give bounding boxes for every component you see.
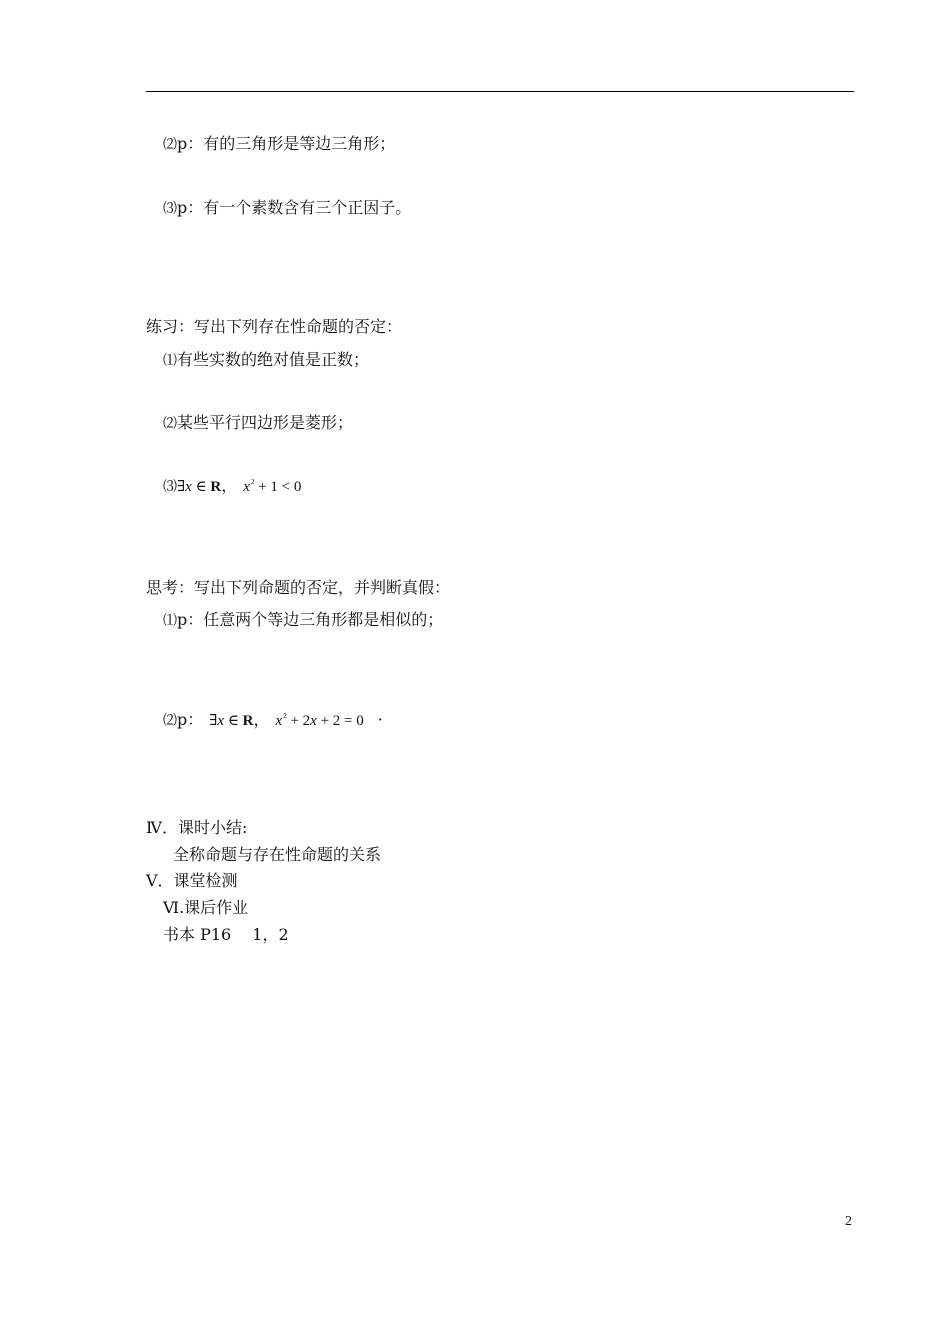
math-var: x	[310, 713, 317, 729]
section-5-heading: Ⅴ．课堂检测	[146, 871, 238, 890]
item-number: ⑴	[163, 353, 177, 369]
item-text: p：有一个素数含有三个正因子。	[177, 198, 412, 217]
exists-symbol: ∃	[209, 713, 218, 729]
practice-heading: 练习：写出下列存在性命题的否定：	[146, 317, 403, 336]
expression-rest: + 1 < 0	[254, 479, 302, 495]
example-item-3	[163, 198, 411, 219]
element-of-symbol: ∈	[227, 713, 239, 729]
item-text: 有些实数的绝对值是正数；	[177, 350, 370, 369]
section-4-heading: Ⅳ．课时小结:	[146, 818, 248, 837]
math-formula	[209, 713, 253, 729]
think-item-1	[163, 610, 443, 631]
set-symbol: R	[242, 713, 254, 729]
item-text: p：有的三角形是等边三角形；	[177, 134, 396, 153]
math-var: x	[185, 479, 192, 495]
item-number: ⑶	[163, 201, 177, 217]
math-var: x	[275, 713, 283, 729]
item-number: ⑶	[163, 479, 177, 495]
comma: ，	[221, 476, 238, 495]
section-6-heading: Ⅵ.课后作业	[163, 898, 249, 917]
page-number: 2	[845, 1214, 852, 1229]
exists-symbol: ∃	[177, 479, 186, 495]
set-symbol: R	[210, 479, 222, 495]
think-item-2	[163, 706, 383, 731]
item-prefix: p：	[177, 710, 204, 729]
header-rule	[146, 91, 854, 92]
math-expression	[243, 479, 301, 495]
item-number: ⑵	[163, 137, 177, 153]
item-text: 某些平行四边形是菱形；	[177, 413, 354, 432]
section-4-body: 全称命题与存在性命题的关系	[173, 845, 382, 864]
exponent: 2	[250, 478, 255, 486]
item-number: ⑵	[163, 713, 177, 729]
trailing-dot: ·	[377, 710, 383, 729]
practice-item-3	[163, 472, 301, 497]
element-of-symbol: ∈	[195, 479, 207, 495]
item-text: p：任意两个等边三角形都是相似的；	[177, 610, 444, 629]
math-formula	[177, 479, 221, 495]
item-number: ⑴	[163, 613, 177, 629]
math-var: x	[217, 713, 225, 729]
expression-mid: + 2	[286, 713, 311, 729]
think-heading: 思考：写出下列命题的否定，并判断真假：	[146, 578, 451, 597]
example-item-2	[163, 134, 395, 155]
exponent: 2	[283, 712, 287, 720]
math-expression	[276, 713, 364, 729]
homework-line: 书本 P16 1，2	[163, 925, 289, 944]
practice-item-2	[163, 413, 353, 434]
math-var: x	[243, 479, 250, 495]
item-number: ⑵	[163, 416, 177, 432]
expression-rest: + 2 = 0	[316, 713, 364, 729]
practice-item-1	[163, 350, 369, 371]
comma: ，	[253, 710, 270, 729]
